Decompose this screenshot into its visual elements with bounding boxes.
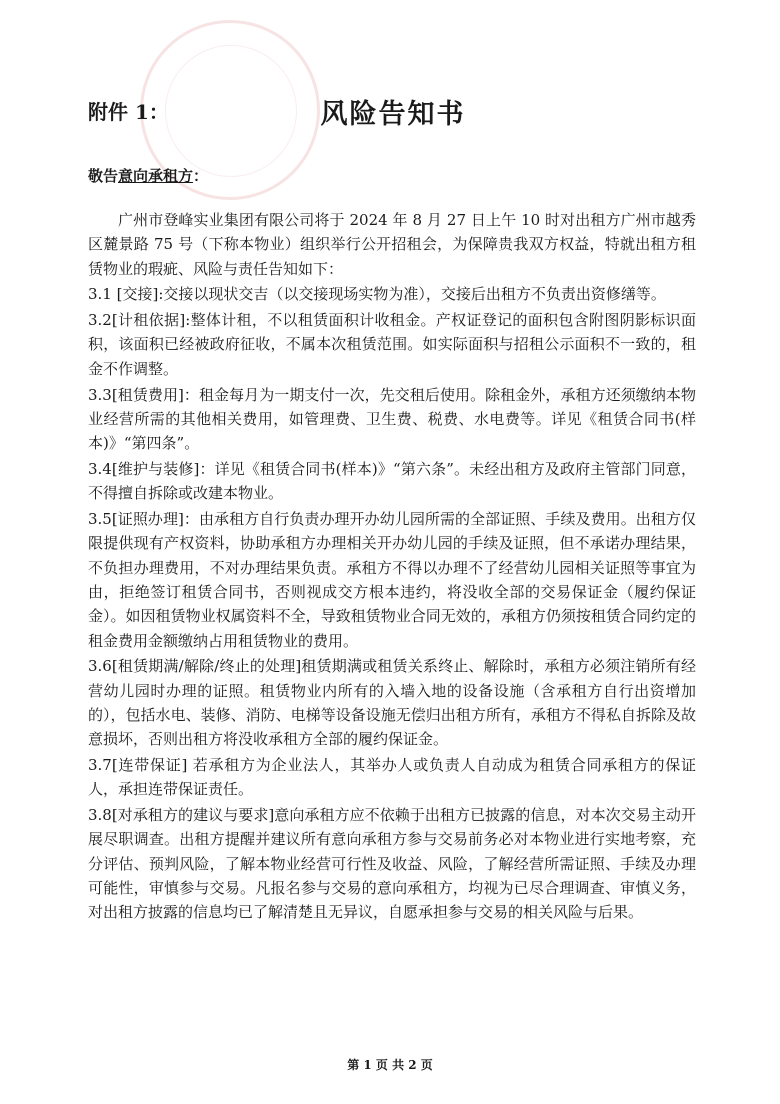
clause-3-6: 3.6[租赁期满/解除/终止的处理]租赁期满或租赁关系终止、解除时，承租方必须注销所有经营幼儿园时办理的证照。租赁物业内所有的入墙入地的设备设施（含承租方自行出资增加的），包括水电、装修、消防、电梯等设备设施无偿归出租方所有，承租方不得私自拆除及故意损坏，否则出租方将没收承租方全部的履约保证金。 (88, 657, 696, 749)
clause-3-1: 3.1 [交接]:交接以现状交吉（以交接现场实物为准），交接后出租方不负责出资修缮等。 (88, 285, 666, 304)
annex-label: 附件 1： (88, 100, 169, 124)
addressee-prefix: 敬告 (88, 167, 119, 185)
clause-3-2: 3.2[计租依据]:整体计租，不以租赁面积计收租金。产权证登记的面积包含附图阴影标识面积，该面积已经被政府征收，不属本次租赁范围。如实际面积与招租公示面积不一致的，租金不作调整。 (88, 311, 696, 378)
intro-paragraph: 广州市登峰实业集团有限公司将于 2024 年 8 月 27 日上午 10 时对出租方广州市越秀区麓景路 75 号（下称本物业）组织举行公开招租会，为保障贵我双方权益，特就出租方租赁物业的瑕疵、风险与责任告知如下： (88, 211, 696, 278)
clause-3-8: 3.8[对承租方的建议与要求]意向承租方应不依赖于出租方已披露的信息，对本次交易主动开展尽职调查。出租方提醒并建议所有意向承租方参与交易前务必对本物业进行实地考察，充分评估、预判风险，了解本物业经营可行性及收益、风险，了解经营所需证照、手续及办理可能性，审慎参与交易。凡报名参与交易的意向承租方，均视为已尽合理调查、审慎义务，对出租方披露的信息均已了解清楚且无异议，自愿承担参与交易的相关风险与后果。 (88, 806, 696, 922)
addressee-suffix: ： (193, 167, 209, 185)
clause-3-4: 3.4[维护与装修]：详见《租赁合同书(样本)》“第六条”。未经出租方及政府主管部门同意，不得擅自拆除或改建本物业。 (88, 459, 696, 503)
document-title: 风险告知书 (320, 99, 466, 130)
addressee-line (88, 165, 208, 186)
page-number-footer: 第 1 页 共 2 页 (347, 1058, 433, 1072)
addressee-name: 意向承租方 (118, 167, 194, 185)
document-header (88, 92, 698, 132)
document-body (88, 208, 696, 925)
clause-3-5: 3.5[证照办理]：由承租方自行负责办理开办幼儿园所需的全部证照、手续及费用。出租方仅限提供现有产权资料，协助承租方办理相关开办幼儿园的手续及证照，但不承诺办理结果，不负担办理费用，不对办理结果负责。承租方不得以办理不了经营幼儿园相关证照等事宜为由，拒绝签订租赁合同书，否则视成交方根本违约，将没收全部的交易保证金（履约保证金）。如因租赁物业权属资料不全，导致租赁物业合同无效的，承租方仍须按租赁合同约定的租金费用金额缴纳占用租赁物业的费用。 (88, 510, 696, 650)
clause-3-7: 3.7[连带保证] 若承租方为企业法人，其举办人或负责人自动成为租赁合同承租方的保证人，承担连带保证责任。 (88, 756, 696, 799)
clause-3-3: 3.3[租赁费用]：租金每月为一期支付一次，先交租后使用。除租金外，承租方还须缴纳本物业经营所需的其他相关费用，如管理费、卫生费、税费、水电费等。详见《租赁合同书(样本)》“第四条”。 (88, 385, 696, 453)
